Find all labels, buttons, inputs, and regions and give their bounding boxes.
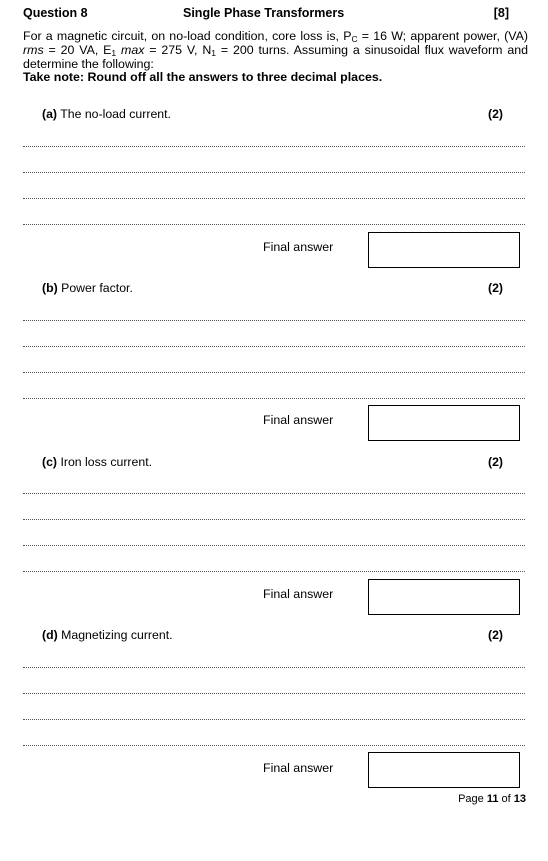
part-letter: (c) (42, 455, 58, 469)
answer-line[interactable] (23, 545, 525, 546)
part-text: Iron loss current. (57, 455, 153, 469)
answer-line[interactable] (23, 372, 525, 373)
part-text: Power factor. (57, 281, 133, 295)
answer-line[interactable] (23, 493, 525, 494)
final-answer-box[interactable] (368, 232, 520, 268)
part-marks: (2) (487, 281, 503, 295)
final-answer-box[interactable] (368, 752, 520, 788)
part-label (42, 455, 152, 469)
question-header (23, 6, 525, 22)
subscript: 1 (111, 47, 117, 58)
subscript: C (351, 34, 358, 44)
part-label (42, 628, 173, 642)
total-pages: 13 (513, 793, 526, 805)
answer-line[interactable] (23, 346, 525, 347)
question-title: Single Phase Transformers (183, 6, 345, 20)
part-d (23, 628, 528, 800)
intro-italic: max (116, 42, 145, 57)
part-text: The no-load current. (57, 107, 171, 121)
intro-text: = 200 turns. Assuming a sinusoidal flux waveform and determine the following: (23, 42, 528, 71)
intro-italic: rms (23, 42, 44, 57)
intro-text: = 16 W; apparent power, (VA) (357, 29, 528, 43)
answer-line[interactable] (23, 719, 525, 720)
intro-text: = 275 V, N (144, 42, 212, 57)
answer-line[interactable] (23, 667, 525, 668)
intro-text: = 20 VA, E (43, 42, 112, 57)
part-a (23, 107, 528, 279)
part-letter: (b) (42, 281, 58, 295)
part-marks: (2) (487, 455, 503, 469)
part-c (23, 455, 528, 627)
part-letter: (a) (42, 107, 58, 121)
part-letter: (d) (42, 628, 58, 642)
answer-line[interactable] (23, 571, 525, 572)
final-answer-box[interactable] (368, 579, 520, 615)
answer-line[interactable] (23, 172, 525, 173)
answer-line[interactable] (23, 519, 525, 520)
part-marks: (2) (487, 628, 503, 642)
subscript: 1 (211, 47, 217, 58)
current-page: 11 (486, 793, 499, 805)
answer-line[interactable] (23, 224, 525, 225)
answer-line[interactable] (23, 320, 525, 321)
question-marks: [8] (493, 6, 509, 20)
final-answer-label: Final answer (263, 413, 334, 427)
part-marks: (2) (487, 107, 503, 121)
answer-line[interactable] (23, 398, 525, 399)
page-word: Page (458, 793, 487, 805)
intro-text: For a magnetic circuit, on no-load condition, core loss is, P (23, 29, 352, 43)
final-answer-label: Final answer (263, 761, 334, 775)
part-label (42, 281, 133, 295)
intro-paragraph (23, 30, 528, 71)
question-intro (23, 30, 528, 85)
final-answer-label: Final answer (263, 240, 334, 254)
part-b (23, 281, 528, 453)
final-answer-box[interactable] (368, 405, 520, 441)
answer-line[interactable] (23, 198, 525, 199)
question-number: Question 8 (23, 6, 88, 20)
page-number (458, 793, 526, 805)
part-label (42, 107, 171, 121)
rounding-note: Take note: Round off all the answers to three decimal places. (23, 70, 383, 85)
of-word: of (498, 793, 514, 805)
answer-line[interactable] (23, 745, 525, 746)
answer-line[interactable] (23, 146, 525, 147)
final-answer-label: Final answer (263, 587, 334, 601)
answer-line[interactable] (23, 693, 525, 694)
part-text: Magnetizing current. (57, 628, 173, 642)
